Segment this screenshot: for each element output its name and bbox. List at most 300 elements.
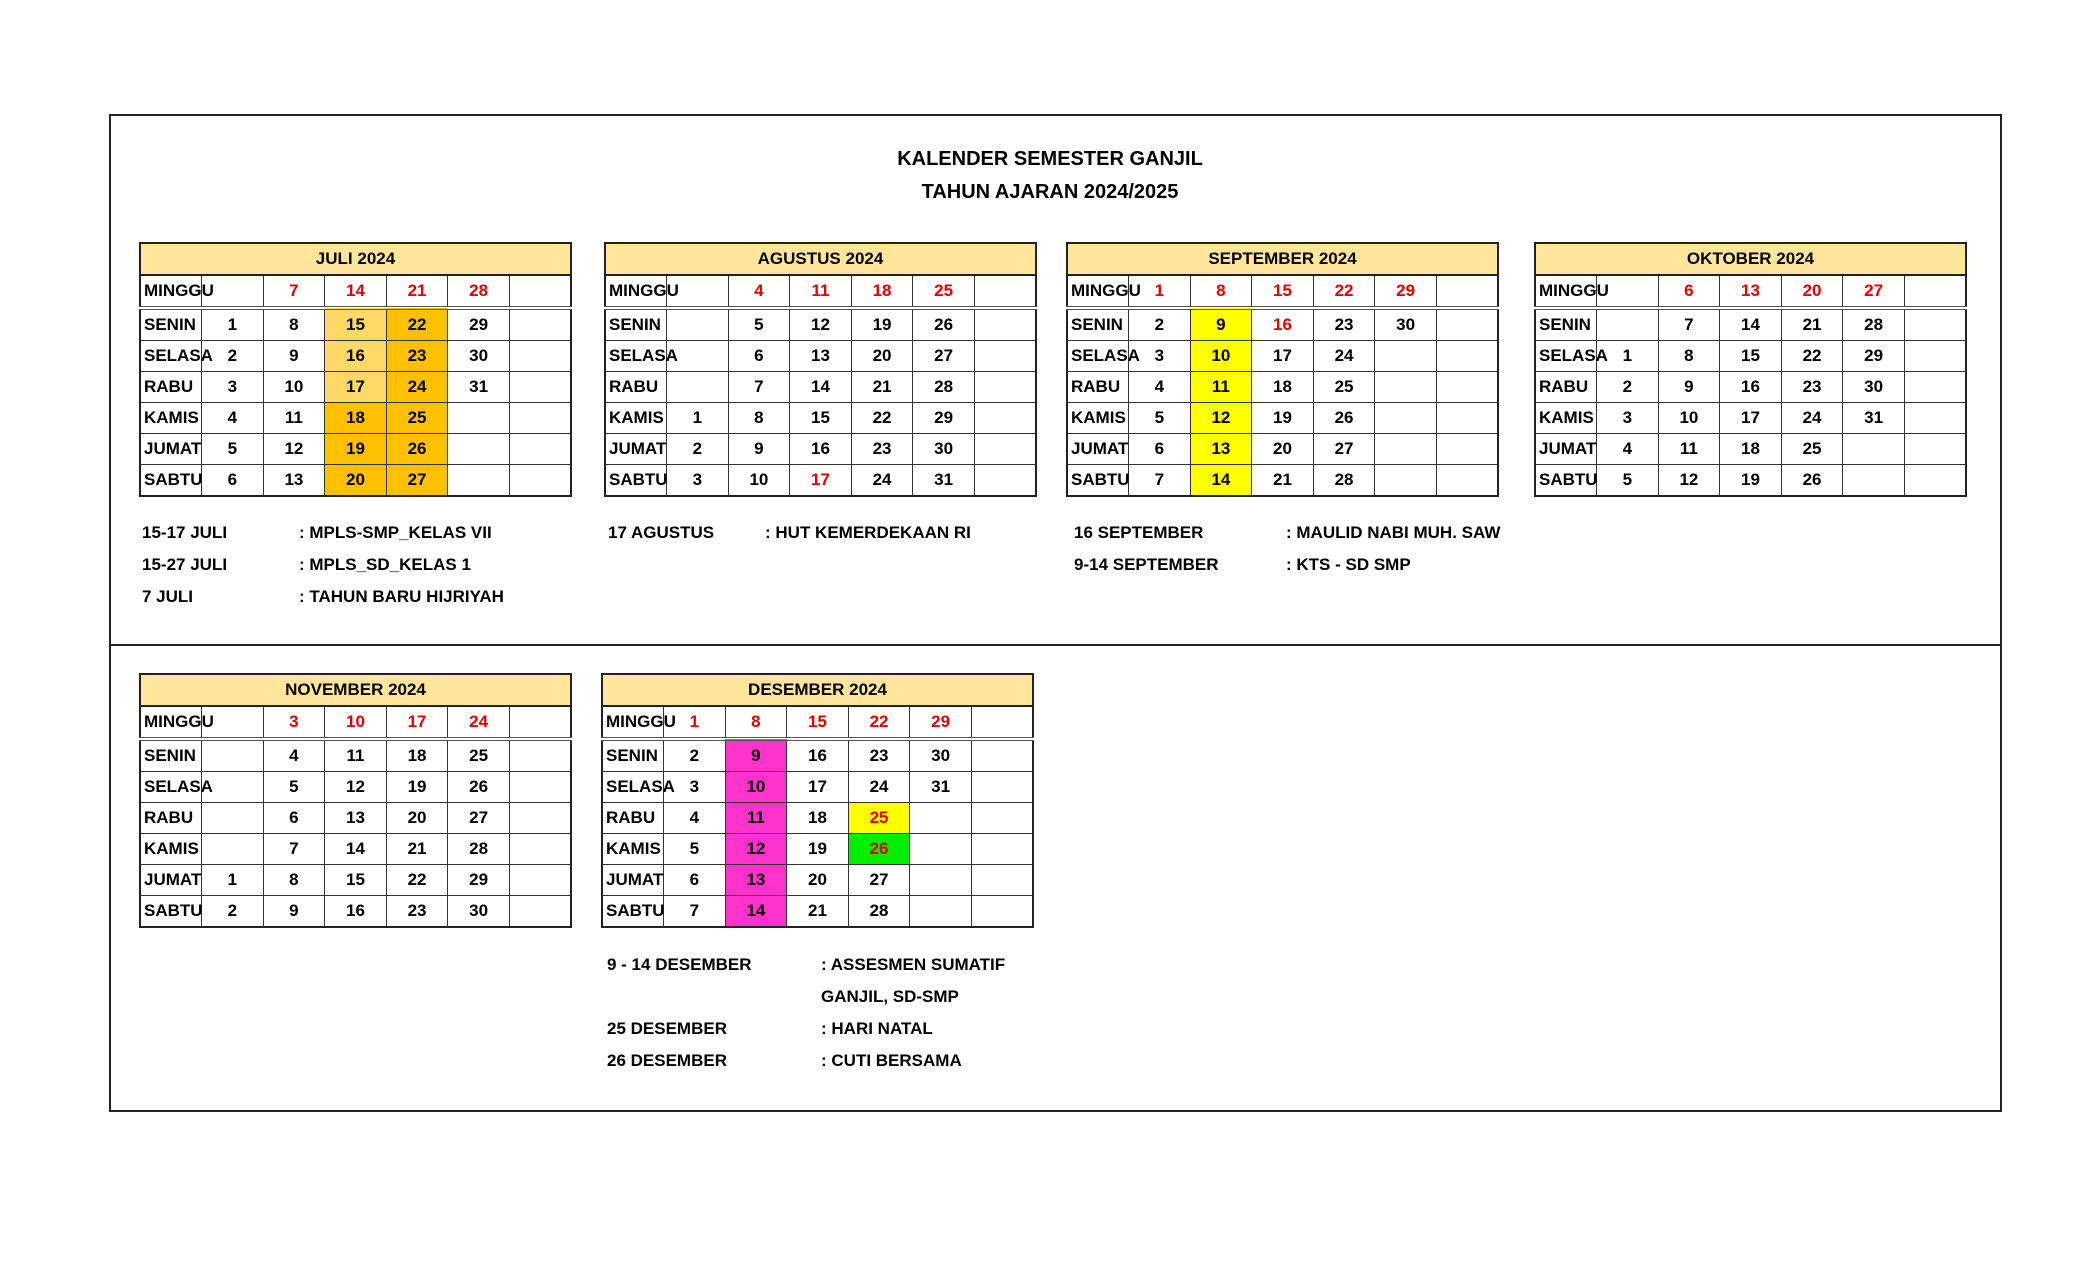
date-cell [1436,275,1498,308]
date-cell: 5 [728,308,790,341]
date-cell [974,465,1036,497]
month-table-desember [601,673,1034,928]
page-title: KALENDER SEMESTER GANJIL [897,148,1203,170]
date-cell: 20 [386,803,448,834]
date-cell: 17 [1252,341,1314,372]
date-cell: 3 [263,706,325,739]
event-date: 9-14 SEPTEMBER [1074,555,1219,574]
date-cell [974,434,1036,465]
date-cell: 7 [263,275,325,308]
page-subtitle: TAHUN AJARAN 2024/2025 [921,181,1179,203]
date-cell [910,803,972,834]
date-cell: 5 [1129,403,1191,434]
week-day-row [1535,341,1966,372]
date-cell [974,372,1036,403]
date-cell: 13 [325,803,387,834]
date-cell: 19 [787,834,849,865]
date-cell: 15 [1720,341,1782,372]
month-header: NOVEMBER 2024 [140,674,571,706]
date-cell: 23 [1781,372,1843,403]
date-cell: 16 [787,739,849,772]
date-cell: 25 [386,403,448,434]
date-cell: 10 [1658,403,1720,434]
date-cell [971,896,1033,928]
date-cell [1904,434,1966,465]
week-day-row [602,772,1033,803]
week-day-row [1535,275,1966,308]
week-day-row [140,706,571,739]
date-cell: 16 [1252,308,1314,341]
date-cell [1436,372,1498,403]
event-date: 15-17 JULI [142,523,228,542]
date-cell: 19 [851,308,913,341]
date-cell: 23 [848,739,910,772]
date-cell: 21 [1252,465,1314,497]
month-header: DESEMBER 2024 [602,674,1033,706]
date-cell: 30 [448,896,510,928]
date-cell [448,465,510,497]
date-cell: 12 [325,772,387,803]
date-cell [974,403,1036,434]
date-cell: 10 [725,772,787,803]
date-cell: 26 [448,772,510,803]
week-day-row [140,275,571,308]
date-cell [448,434,510,465]
date-cell: 11 [1658,434,1720,465]
date-cell [971,865,1033,896]
date-cell: 1 [667,403,729,434]
date-cell: 9 [725,739,787,772]
date-cell [1843,434,1905,465]
week-day-row [1535,434,1966,465]
date-cell: 29 [913,403,975,434]
event-date: 17 AGUSTUS [608,523,715,542]
day-label: SENIN [1067,308,1129,341]
date-cell: 25 [1313,372,1375,403]
date-cell: 27 [1843,275,1905,308]
week-day-row [605,341,1036,372]
date-cell [509,896,571,928]
date-cell: 24 [1781,403,1843,434]
date-cell [509,341,571,372]
date-cell: 22 [386,865,448,896]
week-day-row [1535,403,1966,434]
date-cell: 4 [664,803,726,834]
date-cell: 14 [325,834,387,865]
date-cell: 26 [848,834,910,865]
date-cell: 8 [728,403,790,434]
date-cell [910,865,972,896]
day-label: KAMIS [140,834,202,865]
date-cell: 2 [1597,372,1659,403]
month-header: SEPTEMBER 2024 [1067,243,1498,275]
date-cell: 8 [263,308,325,341]
date-cell [971,706,1033,739]
date-cell [509,865,571,896]
week-day-row [605,308,1036,341]
day-label: SENIN [605,308,667,341]
month-header: OKTOBER 2024 [1535,243,1966,275]
date-cell [509,803,571,834]
event-description: : HARI NATAL [821,1019,933,1038]
date-cell: 16 [790,434,852,465]
date-cell [971,739,1033,772]
date-cell: 13 [725,865,787,896]
day-label: RABU [1535,372,1597,403]
day-label: MINGGU [140,706,202,739]
day-label: SENIN [140,739,202,772]
day-label: SELASA [605,341,667,372]
date-cell [1375,403,1437,434]
date-cell: 4 [202,403,264,434]
date-cell [1436,341,1498,372]
date-cell: 7 [664,896,726,928]
date-cell: 31 [910,772,972,803]
date-cell [974,308,1036,341]
date-cell: 29 [448,308,510,341]
date-cell: 3 [1597,403,1659,434]
date-cell: 10 [263,372,325,403]
event-date: 16 SEPTEMBER [1074,523,1204,542]
date-cell: 29 [910,706,972,739]
date-cell: 22 [386,308,448,341]
date-cell [509,275,571,308]
date-cell: 26 [913,308,975,341]
date-cell [509,706,571,739]
date-cell [509,434,571,465]
date-cell: 22 [851,403,913,434]
date-cell [1436,308,1498,341]
date-cell: 21 [386,275,448,308]
event-description: : ASSESMEN SUMATIF [821,955,1006,974]
week-day-row [1067,308,1498,341]
date-cell [1375,434,1437,465]
date-cell: 13 [263,465,325,497]
date-cell: 23 [386,341,448,372]
date-cell: 26 [386,434,448,465]
date-cell [971,834,1033,865]
date-cell: 7 [728,372,790,403]
date-cell: 27 [848,865,910,896]
event-description: : TAHUN BARU HIJRIYAH [299,587,504,606]
day-label: KAMIS [1535,403,1597,434]
date-cell: 9 [263,896,325,928]
month-header: AGUSTUS 2024 [605,243,1036,275]
date-cell: 27 [448,803,510,834]
date-cell: 18 [787,803,849,834]
day-label: MINGGU [140,275,202,308]
week-day-row [605,465,1036,497]
date-cell: 25 [913,275,975,308]
date-cell: 23 [1313,308,1375,341]
date-cell: 18 [1720,434,1782,465]
date-cell: 18 [325,403,387,434]
week-day-row [1067,403,1498,434]
date-cell: 13 [1720,275,1782,308]
week-day-row [140,434,571,465]
month-table-september [1066,242,1499,497]
date-cell [1375,465,1437,497]
day-label: RABU [1067,372,1129,403]
date-cell: 27 [913,341,975,372]
date-cell: 7 [263,834,325,865]
date-cell [667,308,729,341]
date-cell: 12 [725,834,787,865]
date-cell: 4 [1129,372,1191,403]
date-cell [509,372,571,403]
date-cell: 29 [448,865,510,896]
date-cell: 2 [667,434,729,465]
month-header: JULI 2024 [140,243,571,275]
day-label: SABTU [140,465,202,497]
date-cell: 29 [1843,341,1905,372]
date-cell [509,772,571,803]
week-day-row [140,308,571,341]
date-cell: 14 [790,372,852,403]
date-cell: 25 [448,739,510,772]
date-cell: 13 [790,341,852,372]
date-cell: 11 [325,739,387,772]
month-table-agustus [604,242,1037,497]
week-day-row [1067,372,1498,403]
date-cell: 11 [790,275,852,308]
week-day-row [140,772,571,803]
day-label: SABTU [140,896,202,928]
week-day-row [602,803,1033,834]
week-day-row [1067,341,1498,372]
date-cell: 9 [728,434,790,465]
date-cell: 6 [1658,275,1720,308]
date-cell [1904,403,1966,434]
date-cell [1904,465,1966,497]
date-cell: 21 [1781,308,1843,341]
date-cell: 22 [848,706,910,739]
date-cell: 21 [851,372,913,403]
day-label: JUMAT [1535,434,1597,465]
date-cell: 31 [1843,403,1905,434]
date-cell: 16 [325,341,387,372]
date-cell: 6 [664,865,726,896]
date-cell: 1 [664,706,726,739]
date-cell [1843,465,1905,497]
day-label: SABTU [602,896,664,928]
date-cell: 6 [263,803,325,834]
date-cell [1904,372,1966,403]
day-label: SENIN [1535,308,1597,341]
date-cell: 4 [728,275,790,308]
date-cell [202,739,264,772]
date-cell [1375,341,1437,372]
date-cell [1436,434,1498,465]
day-label: SENIN [140,308,202,341]
day-label: RABU [140,803,202,834]
event-date: 9 - 14 DESEMBER [607,955,752,974]
date-cell: 9 [1658,372,1720,403]
date-cell: 28 [448,275,510,308]
date-cell: 25 [1781,434,1843,465]
week-day-row [140,834,571,865]
date-cell: 28 [1313,465,1375,497]
date-cell [1597,308,1659,341]
date-cell [974,275,1036,308]
day-label: KAMIS [605,403,667,434]
section-divider [109,644,2000,646]
week-day-row [605,275,1036,308]
day-label: MINGGU [602,706,664,739]
week-day-row [602,739,1033,772]
date-cell: 24 [1313,341,1375,372]
day-label: MINGGU [1067,275,1129,308]
date-cell [910,834,972,865]
event-description: GANJIL, SD-SMP [821,987,959,1006]
date-cell: 17 [790,465,852,497]
date-cell: 28 [448,834,510,865]
date-cell: 22 [1313,275,1375,308]
date-cell: 18 [851,275,913,308]
month-table-november [139,673,572,928]
date-cell: 16 [325,896,387,928]
week-day-row [605,372,1036,403]
date-cell: 9 [263,341,325,372]
day-label: JUMAT [602,865,664,896]
date-cell: 13 [1190,434,1252,465]
date-cell: 1 [202,308,264,341]
date-cell: 30 [913,434,975,465]
date-cell: 23 [851,434,913,465]
event-description: : HUT KEMERDEKAAN RI [765,523,971,542]
date-cell [448,403,510,434]
date-cell: 17 [386,706,448,739]
week-day-row [140,896,571,928]
date-cell [202,834,264,865]
day-label: SABTU [1067,465,1129,497]
week-day-row [605,403,1036,434]
day-label: SELASA [602,772,664,803]
date-cell: 4 [263,739,325,772]
date-cell: 20 [325,465,387,497]
date-cell: 9 [1190,308,1252,341]
date-cell [509,834,571,865]
week-day-row [1067,465,1498,497]
date-cell: 17 [325,372,387,403]
event-date: 26 DESEMBER [607,1051,727,1070]
date-cell: 1 [1129,275,1191,308]
week-day-row [1535,465,1966,497]
date-cell: 14 [325,275,387,308]
day-label: RABU [602,803,664,834]
date-cell: 11 [263,403,325,434]
date-cell: 7 [1129,465,1191,497]
date-cell: 26 [1781,465,1843,497]
date-cell: 15 [325,308,387,341]
week-day-row [140,465,571,497]
date-cell: 17 [787,772,849,803]
date-cell: 15 [325,865,387,896]
event-description: : KTS - SD SMP [1286,555,1411,574]
date-cell [1904,275,1966,308]
date-cell [910,896,972,928]
date-cell: 1 [1597,341,1659,372]
date-cell: 15 [1252,275,1314,308]
date-cell: 30 [910,739,972,772]
week-day-row [602,896,1033,928]
date-cell: 10 [1190,341,1252,372]
date-cell [971,772,1033,803]
week-day-row [1067,434,1498,465]
date-cell: 24 [386,372,448,403]
day-label: RABU [605,372,667,403]
date-cell: 11 [1190,372,1252,403]
day-label: RABU [140,372,202,403]
date-cell [974,341,1036,372]
date-cell: 19 [386,772,448,803]
date-cell: 19 [1252,403,1314,434]
date-cell [509,465,571,497]
date-cell: 10 [728,465,790,497]
date-cell: 8 [1190,275,1252,308]
date-cell: 20 [1781,275,1843,308]
date-cell: 14 [1720,308,1782,341]
date-cell: 22 [1781,341,1843,372]
date-cell [509,403,571,434]
week-day-row [1535,308,1966,341]
date-cell: 8 [1658,341,1720,372]
week-day-row [140,739,571,772]
date-cell: 18 [1252,372,1314,403]
month-table-oktober [1534,242,1967,497]
date-cell: 21 [386,834,448,865]
date-cell: 8 [725,706,787,739]
date-cell [202,803,264,834]
date-cell: 19 [325,434,387,465]
day-label: SENIN [602,739,664,772]
date-cell: 11 [725,803,787,834]
date-cell: 3 [202,372,264,403]
date-cell: 2 [202,341,264,372]
date-cell: 5 [202,434,264,465]
date-cell: 3 [667,465,729,497]
date-cell: 5 [1597,465,1659,497]
date-cell: 5 [263,772,325,803]
date-cell: 30 [1375,308,1437,341]
date-cell: 10 [325,706,387,739]
date-cell [1436,465,1498,497]
date-cell: 28 [913,372,975,403]
event-description: : MPLS-SMP_KELAS VII [299,523,492,542]
day-label: SELASA [140,772,202,803]
date-cell: 6 [1129,434,1191,465]
date-cell: 12 [1658,465,1720,497]
date-cell: 2 [202,896,264,928]
date-cell [1904,308,1966,341]
date-cell: 28 [848,896,910,928]
date-cell: 26 [1313,403,1375,434]
date-cell: 31 [913,465,975,497]
date-cell: 30 [1843,372,1905,403]
date-cell [667,372,729,403]
month-table-juli [139,242,572,497]
day-label: SELASA [1535,341,1597,372]
date-cell: 19 [1720,465,1782,497]
date-cell: 3 [1129,341,1191,372]
week-day-row [140,372,571,403]
week-day-row [602,706,1033,739]
date-cell: 15 [787,706,849,739]
date-cell: 18 [386,739,448,772]
week-day-row [1535,372,1966,403]
date-cell: 8 [263,865,325,896]
week-day-row [1067,275,1498,308]
